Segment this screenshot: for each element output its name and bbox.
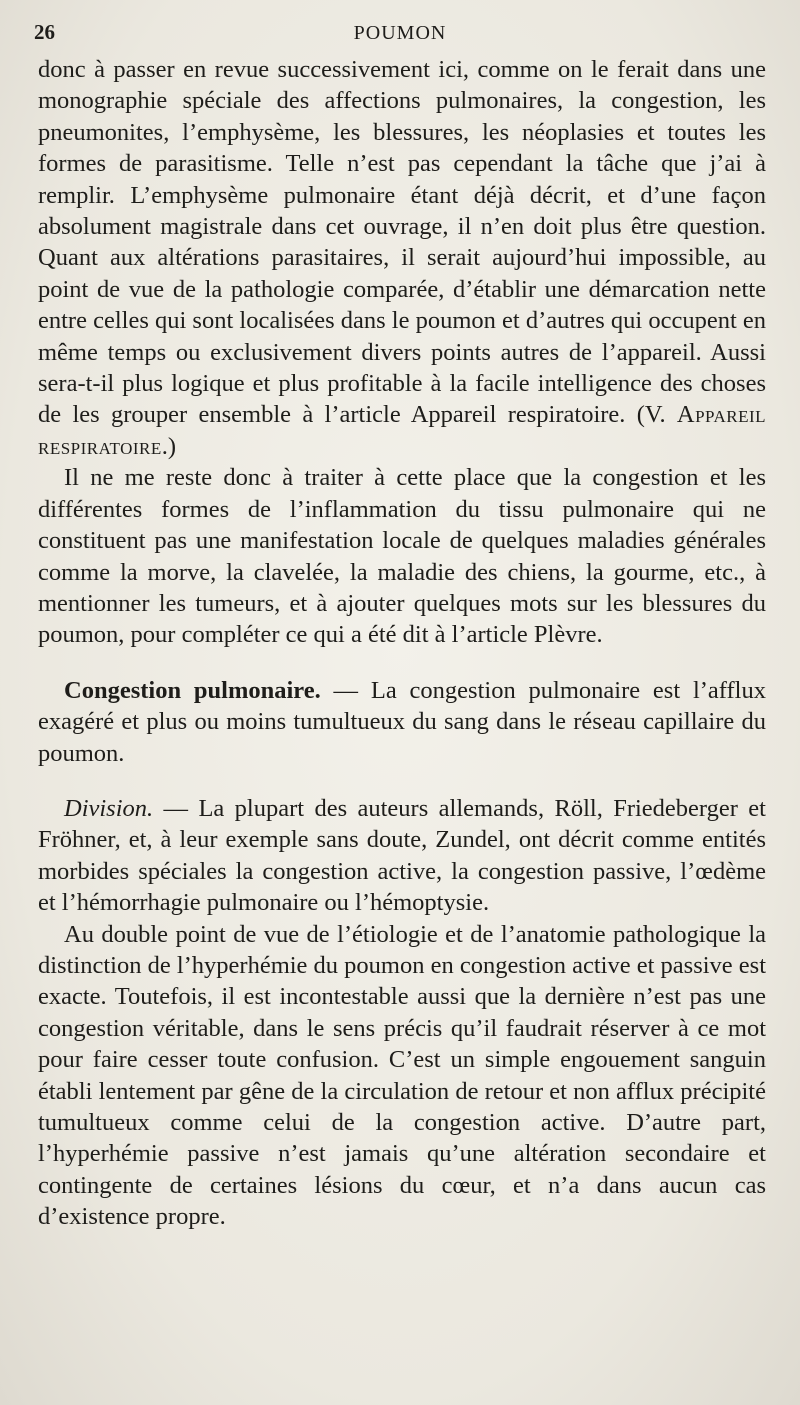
paragraph-division xyxy=(38,793,766,919)
running-title: POUMON xyxy=(353,22,447,44)
paragraph-1-text: donc à passer en revue successivement ici, comme on le ferait dans une monographie spéciale des affections pulmonaires, la congestion, les pneumonites, l’emphysème, les blessures, les néoplasies et toutes les formes de parasitisme. Telle n’est pas cependant la tâche que j’ai à remplir. L’emphysème pulmonaire étant déjà décrit, et d’une façon absolument magistrale dans cet ouvrage, il n’en doit plus être question. Quant aux altérations parasitaires, il serait aujourd’hui impossible, au point de vue de la pathologie comparée, d’établir une démarcation nette entre celles qui sont localisées dans le poumon et d’autres qui occupent en même temps ou exclusivement divers points autres de l’appareil. Aussi sera-t-il plus logique et plus profitable à la facile intelligence des choses de les grouper ensemble à l’article Appareil respiratoire. (V. xyxy=(38,56,766,429)
section-title-congestion: Congestion pulmonaire. xyxy=(64,676,321,704)
page-body xyxy=(38,54,766,1233)
paragraph-division-text: — La plupart des auteurs allemands, Röll, Friedeberger et Fröhner, et, à leur exemple sans doute, Zundel, ont décrit comme entités morbides spéciales la congestion active, la congestion passive, l’œdème et l’hémorrhagie pulmonaire ou l’hémoptysie. xyxy=(38,794,766,917)
paragraph-1 xyxy=(38,54,766,462)
page-header xyxy=(0,0,800,60)
cross-reference: Appareil respiratoire xyxy=(38,401,766,460)
paragraph-congestion-text: — La congestion pulmonaire est l’afflux exagéré et plus ou moins tumultueux du sang dans le réseau capillaire du poumon. xyxy=(38,676,766,767)
paragraph-1-end: .) xyxy=(161,432,177,460)
paragraph-5: Au double point de vue de l’étiologie et de l’anatomie pathologique la distinction de l’hyperhémie du poumon en congestion active et passive est exacte. Toutefois, il est incontestable aussi que la dernière n’est pas une congestion véritable, dans le sens précis qu’il faudrait réserver à ce mot pour faire cesser toute confusion. C’est un simple engouement sanguin établi lentement par gêne de la circulation de retour et non afflux précipité tumultueux comme celui de la congestion active. D’autre part, l’hyperhémie passive n’est jamais qu’une altération secondaire et contingente de certaines lésions du cœur, et n’a dans aucun cas d’existence propre. xyxy=(38,920,767,1231)
subsection-title-division: Division. xyxy=(64,794,154,822)
page-number: 26 xyxy=(34,20,55,44)
paragraph-2: Il ne me reste donc à traiter à cette place que la congestion et les différentes formes de l’inflammation du tissu pulmonaire qui ne constituent pas une manifestation locale de quelques maladies générales comme la morve, la clavelée, la maladie des chiens, la gourme, etc., à mentionner les tumeurs, et à ajouter quelques mots sur les blessures du poumon, pour compléter ce qui a été dit à l’article Plèvre. xyxy=(38,464,766,649)
paragraph-congestion xyxy=(38,675,766,769)
